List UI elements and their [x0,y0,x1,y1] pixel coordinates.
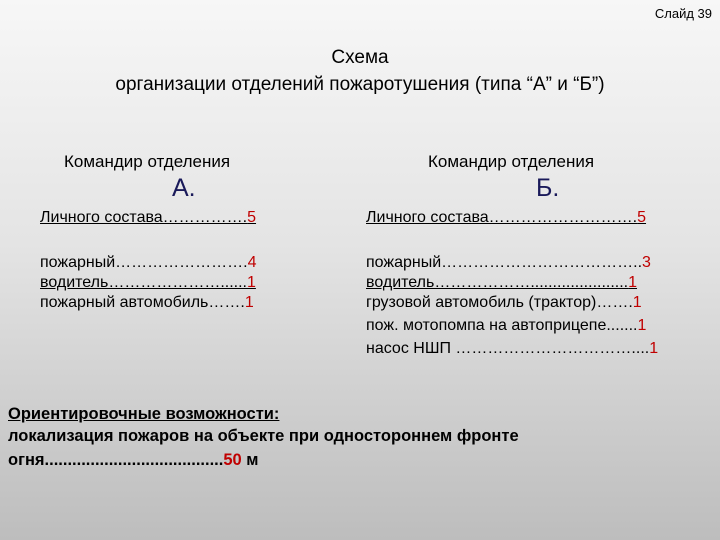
left-type-letter: А. [172,174,196,202]
right-row-firefighter [366,253,651,272]
capabilities-line2 [8,451,259,470]
right-row-driver [366,273,637,292]
left-row-label: пожарный……………………. [40,254,248,271]
right-row-motor-pump [366,316,646,335]
right-row-value: 3 [642,254,651,271]
page-title-line2: организации отделений пожаротушения (типа “А” и “Б”) [115,74,605,95]
left-row-label: пожарный автомобиль……. [40,294,245,311]
left-commander-label: Командир отделения [64,152,231,171]
right-commander-label: Командир отделения [428,152,595,171]
capabilities-unit: м [241,451,259,469]
left-row-label: водитель…………………...... [40,274,247,291]
slide-number: Слайд 39 [654,6,712,21]
right-row-label: грузовой автомобиль (трактор)……. [366,294,633,311]
right-row-value: 1 [637,317,647,334]
left-row-truck [40,293,254,312]
capabilities-value: 50 [223,451,242,469]
right-row-cargo-truck [366,293,642,312]
page-title-line1: Схема [331,47,389,68]
right-row-label: пожарный……………………………….. [366,254,643,271]
left-staff-line [40,208,256,227]
left-row-value: 1 [244,294,254,311]
left-row-driver [40,273,256,292]
right-staff-label: Личного состава………………………. [366,209,638,226]
right-row-label: насос НШП …………………………….... [366,340,650,357]
right-staff-value: 5 [637,209,647,226]
right-row-value: 1 [632,294,642,311]
right-row-value: 1 [628,274,638,291]
left-row-firefighter [40,253,257,272]
left-staff-value: 5 [247,209,257,226]
capabilities-heading: Ориентировочные возможности: [8,405,280,423]
right-row-pump-nshp [366,339,658,358]
right-row-label: пож. мотопомпа на автоприцепе....... [366,317,638,334]
right-type-letter: Б. [536,174,560,202]
right-row-value: 1 [649,340,659,357]
left-row-value: 4 [247,254,257,271]
right-staff-line [366,208,646,227]
right-row-label: водитель………………...................... [366,274,629,291]
capabilities-line2-prefix: огня....................................... [8,451,224,469]
capabilities-line1: локализация пожаров на объекте при одностороннем фронте [8,427,519,445]
left-row-value: 1 [247,274,256,291]
left-staff-label: Личного состава……………. [40,209,248,226]
